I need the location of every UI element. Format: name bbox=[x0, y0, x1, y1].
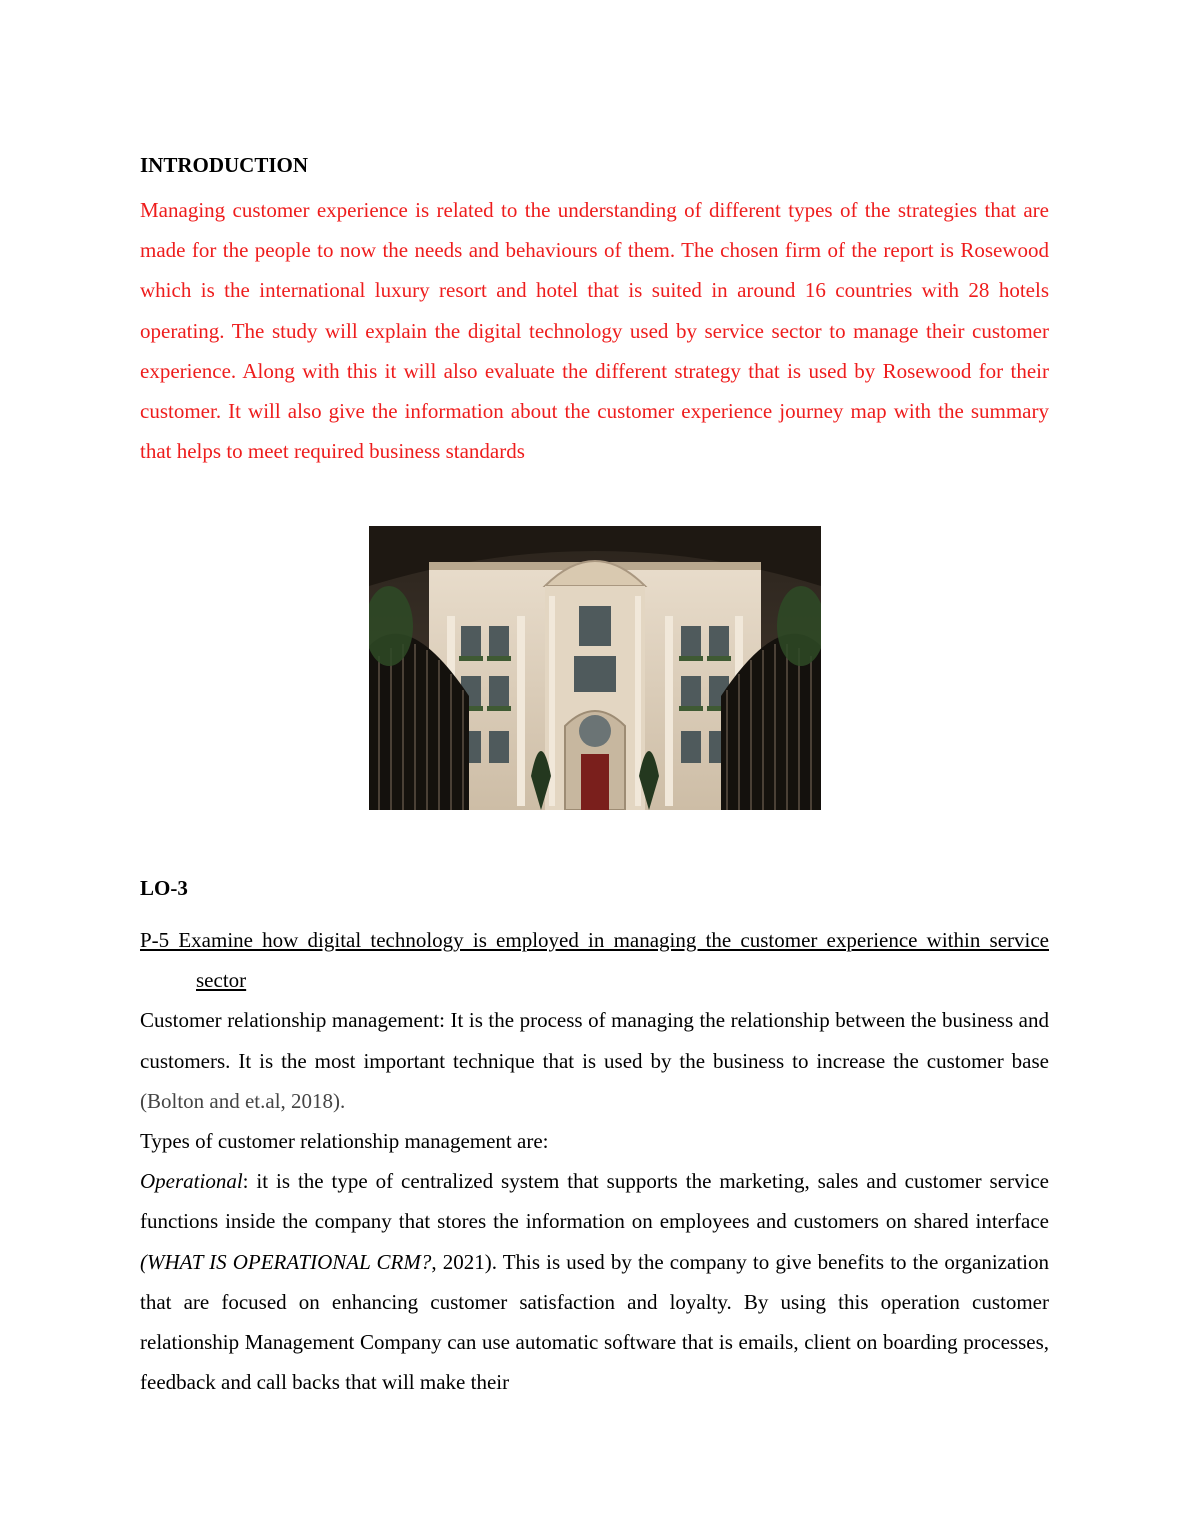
operational-citation-year: , 2021) bbox=[431, 1249, 492, 1274]
operational-label: Operational bbox=[140, 1169, 243, 1194]
lo3-section bbox=[140, 920, 1049, 1402]
crm-paragraph bbox=[140, 1000, 1049, 1121]
crm-paragraph-text: Customer relationship management: It is the process of managing the relationship between the business and customers. It is the most important technique that is used by the business to increase the customer base bbox=[140, 1008, 1049, 1073]
hotel-image bbox=[369, 526, 821, 810]
lo3-heading: LO-3 bbox=[140, 876, 188, 900]
introduction-paragraph: Managing customer experience is related to the understanding of different types of the strategies that are made for the people to now the needs and behaviours of them. The chosen firm of the report is Rosewood which is the international luxury resort and hotel that is suited in around 16 countries with 28 hotels operating. The study will explain the digital technology used by service sector to manage their customer experience. Along with this it will also evaluate the different strategy that is used by Rosewood for their customer. It will also give the information about the customer experience journey map with the summary that helps to meet required business standards bbox=[140, 198, 1049, 464]
introduction-heading: INTRODUCTION bbox=[140, 153, 309, 177]
types-line: Types of customer relationship management are: bbox=[140, 1129, 549, 1154]
hotel-facade-illustration bbox=[369, 526, 821, 810]
operational-paragraph bbox=[140, 1161, 1049, 1402]
crm-citation: (Bolton and et.al, 2018). bbox=[140, 1088, 346, 1113]
operational-citation-title: (WHAT IS OPERATIONAL CRM? bbox=[140, 1249, 432, 1274]
p5-title: P-5 Examine how digital technology is employed in managing the customer experience within service sector bbox=[140, 928, 1049, 993]
introduction-section bbox=[140, 150, 1049, 471]
operational-text-2: . This is used by the company to give benefits to the organization that are focused on enhancing customer satisfaction and loyalty. By using this operation customer relationship Management Company can use automatic software that is emails, client on boarding processes, feedback and call backs that will make their bbox=[140, 1249, 1049, 1395]
operational-text-1: : it is the type of centralized system that supports the marketing, sales and customer service functions inside the company that stores the information on employees and customers on shared interface bbox=[140, 1169, 1049, 1234]
